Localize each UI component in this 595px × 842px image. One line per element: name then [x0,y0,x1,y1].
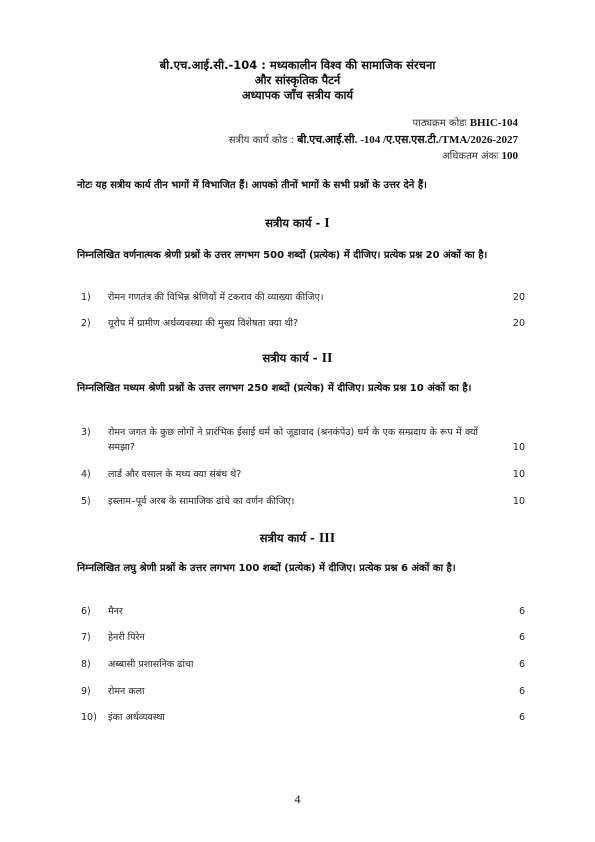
document-title-line-1: बी.एच.आई.सी.-104 : मध्यकालीन विश्व की सामाजिक संरचना [159,58,436,72]
question-marks: 10 [512,496,525,507]
section-heading-label: सत्रीय कार्य - [265,216,321,230]
question-number: 5) [81,496,91,507]
section-heading-label: सत्रीय कार्य - [262,351,318,365]
course-code [412,116,518,131]
question-text: इस्लाम–पूर्व अरब के सामाजिक ढांचे का वर्णन कीजिए। [108,496,295,507]
question-text: रोमन कला [108,686,145,697]
question-marks: 6 [518,606,525,617]
page-number: 4 [294,792,301,806]
question-number: 4) [81,469,91,480]
note-text: नोटः यह सत्रीय कार्य तीन भागों में विभाजित हैं। आपको तीनों भागों के सभी प्रश्नों के उत्तर देने हैं। [77,180,427,191]
question-number: 10) [81,712,97,723]
section-heading-2 [0,351,595,367]
section-numeral: I [324,216,330,231]
section-instruction-3: निम्नलिखित लघु श्रेणी प्रश्नों के उत्तर लगभग 100 शब्दों (प्रत्येक) में दीजिए। प्रत्येक प्रश्न 6 अंकों का है। [77,563,456,574]
question-marks: 20 [512,318,525,329]
question-text: रोमन जगत के कुछ लोगों ने प्रारंभिक ईसाई धर्म को जूडावाद (श्रनकंपेउ) धर्म के एक सम्प्रदाय के रूप में क्यों समझा? [108,427,478,453]
question-text: यूरोप में ग्रामीण अर्थव्यवस्था की मुख्य विशेषता क्या थी? [108,318,299,329]
question-marks: 10 [512,442,525,453]
question-number: 7) [81,632,91,643]
question-text: अब्बासी प्रशासनिक ढांचा [108,659,194,670]
question-marks: 6 [518,632,525,643]
max-marks-label: अधिकतम अंकः [442,151,499,162]
question-marks: 6 [518,712,525,723]
question-text: हेनरी पिरेन [108,632,145,643]
section-numeral: II [321,351,333,366]
document-subtitle: अध्यापक जाँच सत्रीय कार्य [241,88,354,102]
question-number: 9) [81,686,91,697]
question-number: 6) [81,606,91,617]
question-marks: 10 [512,469,525,480]
question-number: 8) [81,659,91,670]
question-text: इंका अर्थव्यवस्था [108,712,165,723]
assignment-code [229,133,518,148]
question-number: 1) [81,292,91,303]
section-numeral: III [318,531,336,546]
assignment-code-label: सत्रीय कार्य कोड : [228,135,294,146]
max-marks-value: 100 [501,150,518,162]
course-code-value: BHIC-104 [469,117,518,129]
section-heading-1 [0,216,595,232]
question-marks: 6 [518,686,525,697]
course-code-label: पाठ्यक्रम कोडः [412,118,467,129]
section-instruction-2: निम्नलिखित मध्यम श्रेणी प्रश्नों के उत्तर लगभग 250 शब्दों (प्रत्येक) में दीजिए। प्रत्येक प्रश्न 10 अंकों का है। [77,383,472,394]
question-number: 3) [81,427,91,438]
document-title-line-2: और सांस्कृतिक पैटर्न [254,73,341,87]
max-marks [442,149,518,164]
question-marks: 6 [518,659,525,670]
question-text: रोमन गणतंत्र की विभिन्न श्रेणियों में टकराव की व्याख्या कीजिए। [108,292,324,303]
section-heading-3 [0,531,595,547]
question-text: लार्ड और वसाल के मध्य क्या संबंध थे? [108,469,242,480]
section-instruction-1: निम्नलिखित वर्णनात्मक श्रेणी प्रश्नों के उत्तर लगभग 500 शब्दों (प्रत्येक) में दीजिए। प्रत्येक प्रश्न 20 अंकों का है। [77,250,488,261]
question-text: मैनर [108,606,123,617]
assignment-code-value: बी.एच.आई.सी. -104 /ए.एस.एस.टी./TMA/2026-2027 [297,134,518,146]
section-heading-label: सत्रीय कार्य - [259,531,315,545]
question-marks: 20 [512,292,525,303]
question-number: 2) [81,318,91,329]
